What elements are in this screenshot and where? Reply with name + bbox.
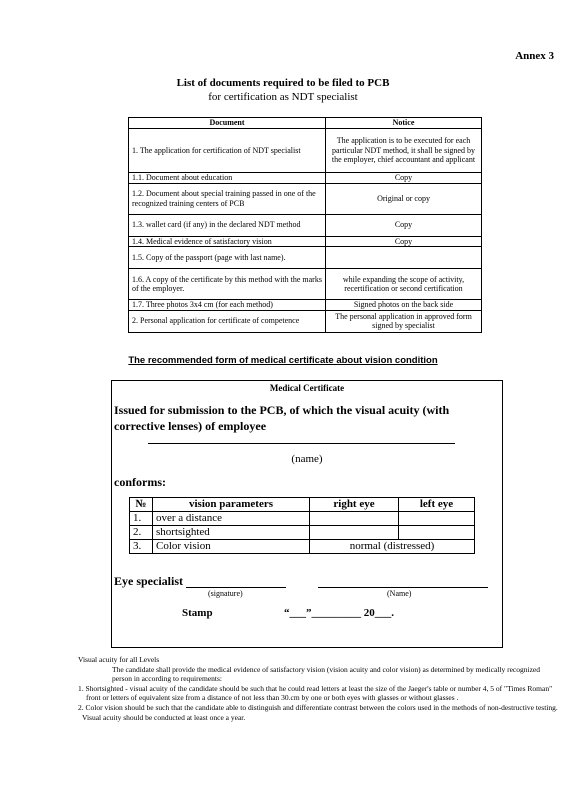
color-vision-result: normal (distressed) xyxy=(310,540,475,554)
notes-intro: The candidate shall provide the medical evidence of satisfactory vision (vision acuity and color vision) as determined by medically recognized person in according to requirements: xyxy=(112,664,540,684)
table-row xyxy=(129,236,482,247)
table-row xyxy=(129,310,482,332)
medical-certificate-form xyxy=(111,380,503,648)
eye-specialist-label: Eye specialist xyxy=(114,574,183,588)
table-row xyxy=(129,300,482,311)
notice-cell: Copy xyxy=(326,236,482,247)
header-number: № xyxy=(130,498,153,512)
table-row xyxy=(129,129,482,173)
notes-section xyxy=(78,655,560,722)
date-field[interactable]: “___”_________ 20___. xyxy=(284,607,394,619)
right-eye-field[interactable] xyxy=(310,512,399,526)
header-notice: Notice xyxy=(326,118,482,129)
header-document: Document xyxy=(129,118,326,129)
header-right-eye: right eye xyxy=(310,498,399,512)
document-cell: 1.3. wallet card (if any) in the declared NDT method xyxy=(129,214,326,236)
signature-caption: (signature) xyxy=(208,589,243,598)
header-left-eye: left eye xyxy=(399,498,475,512)
notes-footer: Visual acuity should be conducted at least once a year. xyxy=(82,712,246,722)
left-eye-field[interactable] xyxy=(399,512,475,526)
document-cell: 1.1. Document about education xyxy=(129,173,326,184)
notice-cell: Original or copy xyxy=(326,183,482,214)
table-row xyxy=(130,540,475,554)
documents-table xyxy=(128,117,482,333)
vision-parameter: over a distance xyxy=(153,512,310,526)
vision-parameter: Color vision xyxy=(153,540,310,554)
document-cell: 1.5. Copy of the passport (page with last name). xyxy=(129,247,326,269)
document-cell: 1.4. Medical evidence of satisfactory vision xyxy=(129,236,326,247)
certificate-title: Medical Certificate xyxy=(269,383,345,393)
document-cell: 2. Personal application for certificate of competence xyxy=(129,310,326,332)
vision-parameter: shortsighted xyxy=(153,526,310,540)
table-row xyxy=(129,214,482,236)
notes-item-2: 2. Color vision should be such that the candidate able to distinguish and differentiate contrast between the colors used in the methods of non-destructive testing. xyxy=(78,702,558,712)
notice-cell xyxy=(326,247,482,269)
specialist-name-field-line[interactable] xyxy=(318,587,488,588)
stamp-label: Stamp xyxy=(182,607,213,619)
recommended-form-heading: The recommended form of medical certificate about vision condition xyxy=(128,355,438,366)
document-cell: 1.6. A copy of the certificate by this method with the marks of the employer. xyxy=(129,269,326,300)
conforms-label: conforms: xyxy=(114,475,166,489)
document-cell: 1.2. Document about special training passed in one of the recognized training centers of PCB xyxy=(129,183,326,214)
notice-cell: Signed photos on the back side xyxy=(326,300,482,311)
vision-table xyxy=(129,497,475,554)
notice-cell: The personal application in approved form signed by specialist xyxy=(326,310,482,332)
notice-cell: Copy xyxy=(326,214,482,236)
table-row xyxy=(129,183,482,214)
right-eye-field[interactable] xyxy=(310,526,399,540)
row-number: 1. xyxy=(130,512,153,526)
annex-label: Annex 3 xyxy=(515,50,554,62)
notice-cell: The application is to be executed for each particular NDT method, it shall be signed by the employer, chief accountant and applicant xyxy=(326,129,482,173)
notice-cell: Copy xyxy=(326,173,482,184)
table-row xyxy=(129,247,482,269)
name-caption: (name) xyxy=(291,453,323,465)
header-vision-parameters: vision parameters xyxy=(153,498,310,512)
page-subtitle: for certification as NDT specialist xyxy=(208,91,358,103)
page-title: List of documents required to be filed to PCB xyxy=(176,77,390,89)
table-row xyxy=(130,526,475,540)
row-number: 3. xyxy=(130,540,153,554)
table-row xyxy=(129,173,482,184)
table-header-row xyxy=(129,118,482,129)
notes-heading: Visual acuity for all Levels xyxy=(78,655,160,664)
left-eye-field[interactable] xyxy=(399,526,475,540)
document-cell: 1. The application for certification of NDT specialist xyxy=(129,129,326,173)
notice-cell: while expanding the scope of activity, recertification or second certification xyxy=(326,269,482,300)
specialist-name-caption: (Name) xyxy=(387,589,412,598)
table-row xyxy=(129,269,482,300)
issued-for-text: Issued for submission to the PCB, of which the visual acuity (with corrective lenses) of employee xyxy=(114,403,450,433)
notes-item-1: 1. Shortsighted - visual acuity of the candidate should be such that he could read letters at least the size of the Jaeger's table or number 4, 5 of "Times Roman" front or letters of equivalent size from a distance of not less than 30.cm by one or both eyes with glasses or without glasses . xyxy=(78,683,553,703)
vision-header-row xyxy=(130,498,475,512)
document-cell: 1.7. Three photos 3x4 cm (for each method) xyxy=(129,300,326,311)
table-row xyxy=(130,512,475,526)
name-field-line[interactable] xyxy=(148,442,455,444)
signature-field-line[interactable] xyxy=(186,587,286,588)
row-number: 2. xyxy=(130,526,153,540)
